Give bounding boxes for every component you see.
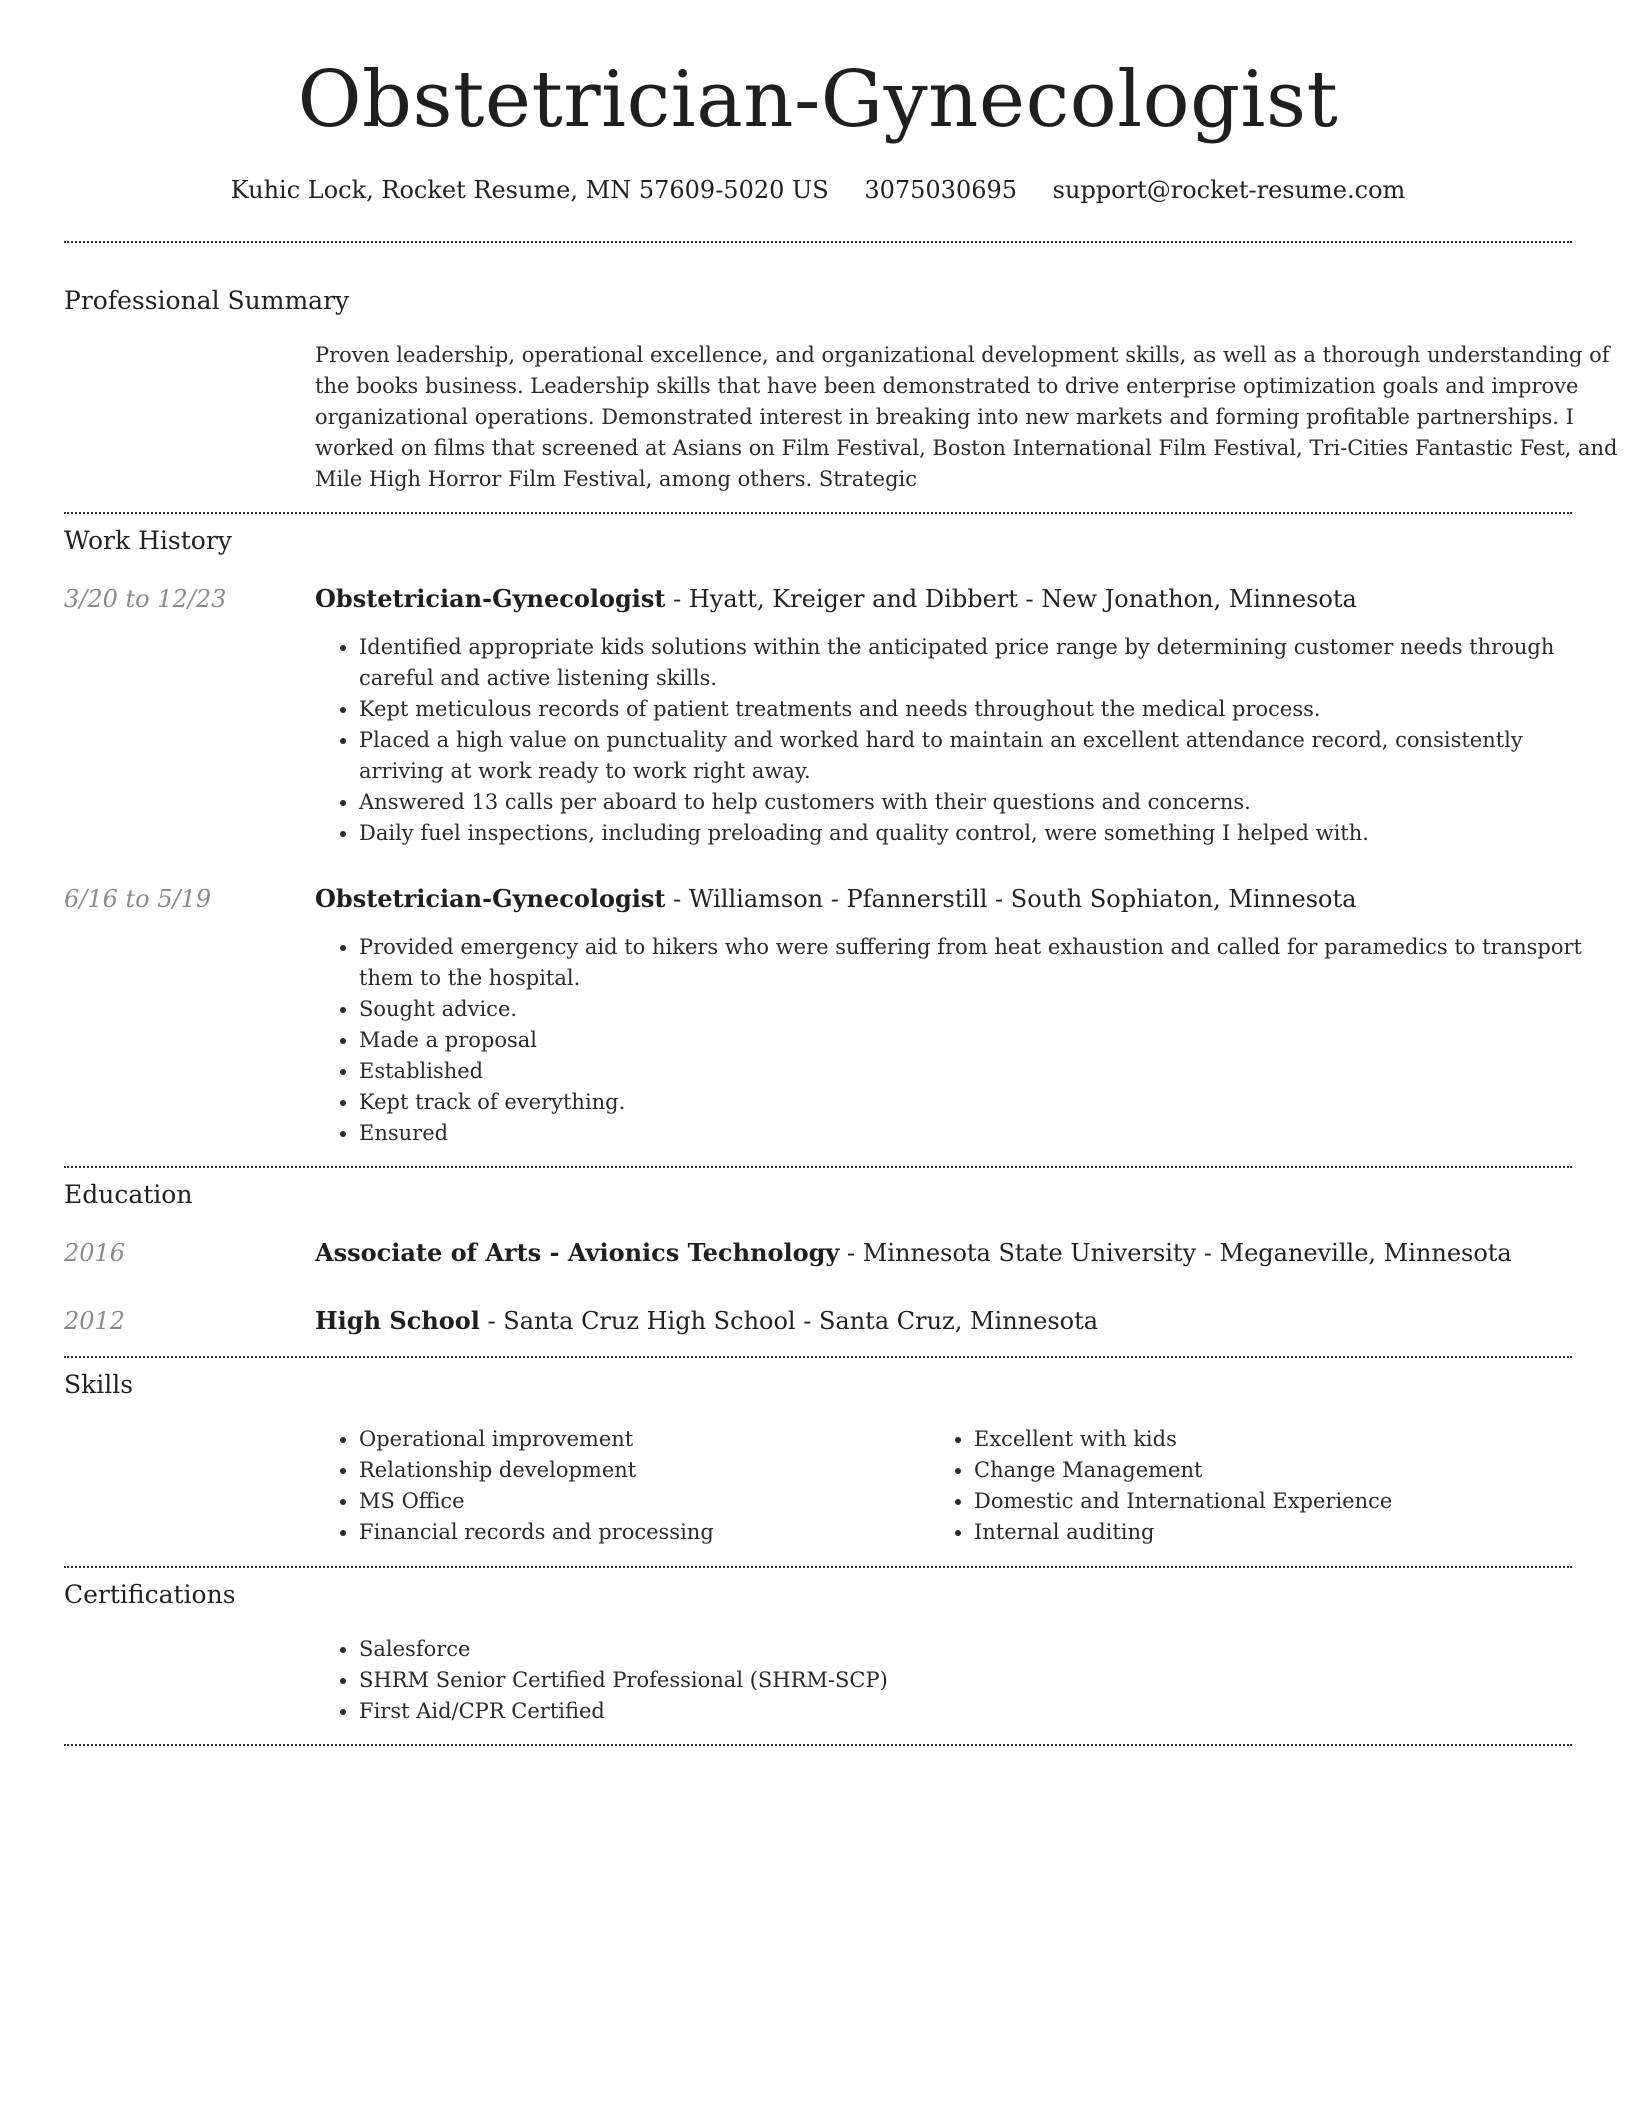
education-entry xyxy=(315,1304,1098,1338)
list-item: • Made a proposal xyxy=(359,1025,1599,1056)
list-item: • Sought advice. xyxy=(359,994,1599,1025)
job-details: - Hyatt, Kreiger and Dibbert - New Jonathon, Minnesota xyxy=(665,585,1357,613)
job-title: Obstetrician-Gynecologist xyxy=(315,584,666,613)
skill-item: • Domestic and International Experience xyxy=(974,1486,1574,1517)
list-item: • Ensured xyxy=(359,1118,1599,1149)
section-heading-summary: Professional Summary xyxy=(64,286,350,315)
section-divider xyxy=(64,512,1572,514)
skill-item: • Excellent with kids xyxy=(974,1424,1574,1455)
job-details: - Williamson - Pfannerstill - South Sophiaton, Minnesota xyxy=(665,885,1357,913)
certification-item: • Salesforce xyxy=(359,1634,1599,1665)
skill-item: • Operational improvement xyxy=(359,1424,919,1455)
section-heading-certifications: Certifications xyxy=(64,1580,236,1609)
list-item: • Daily fuel inspections, including preloading and quality control, were something I helped with. xyxy=(359,818,1599,849)
education-degree: Associate of Arts - Avionics Technology xyxy=(315,1238,840,1267)
job-bullets xyxy=(315,632,1599,849)
section-heading-work: Work History xyxy=(64,526,232,555)
education-entry xyxy=(315,1236,1512,1270)
section-divider xyxy=(64,1356,1572,1358)
skills-list-right xyxy=(930,1424,1574,1548)
section-heading-education: Education xyxy=(64,1180,193,1209)
skill-item: • Relationship development xyxy=(359,1455,919,1486)
job-bullets xyxy=(315,932,1599,1149)
education-year: 2012 xyxy=(64,1307,126,1335)
section-divider xyxy=(64,1566,1572,1568)
job-dates: 3/20 to 12/23 xyxy=(64,585,227,613)
section-divider xyxy=(64,1744,1572,1746)
skill-item: • Internal auditing xyxy=(974,1517,1574,1548)
education-year: 2016 xyxy=(64,1239,126,1267)
contact-phone: 3075030695 xyxy=(864,176,1018,204)
list-item: • Identified appropriate kids solutions within the anticipated price range by determining customer needs through careful and active listening skills. xyxy=(359,632,1599,694)
skill-item: • Change Management xyxy=(974,1455,1574,1486)
skill-item: • Financial records and processing xyxy=(359,1517,919,1548)
job-dates: 6/16 to 5/19 xyxy=(64,885,212,913)
contact-email[interactable]: support@rocket-resume.com xyxy=(1052,176,1406,204)
skills-list-left xyxy=(315,1424,919,1548)
job-heading xyxy=(315,882,1356,916)
education-degree: High School xyxy=(315,1306,480,1335)
list-item: • Placed a high value on punctuality and worked hard to maintain an excellent attendance record, consistently arriving at work ready to work right away. xyxy=(359,725,1599,787)
list-item: • Provided emergency aid to hikers who were suffering from heat exhaustion and called for paramedics to transport them to the hospital. xyxy=(359,932,1599,994)
education-details: - Minnesota State University - Meganeville, Minnesota xyxy=(839,1239,1512,1267)
certification-item: • First Aid/CPR Certified xyxy=(359,1696,1599,1727)
list-item: • Kept meticulous records of patient treatments and needs throughout the medical process. xyxy=(359,694,1599,725)
contact-address: Kuhic Lock, Rocket Resume, MN 57609-5020 US xyxy=(230,176,829,204)
contact-line xyxy=(64,170,1572,210)
list-item: • Answered 13 calls per aboard to help customers with their questions and concerns. xyxy=(359,787,1599,818)
certifications-list xyxy=(315,1634,1599,1727)
list-item: • Established xyxy=(359,1056,1599,1087)
list-item: • Kept track of everything. xyxy=(359,1087,1599,1118)
job-title: Obstetrician-Gynecologist xyxy=(315,884,666,913)
candidate-name: Obstetrician-Gynecologist xyxy=(297,55,1339,145)
section-heading-skills: Skills xyxy=(64,1370,134,1399)
job-heading xyxy=(315,582,1357,616)
education-details: - Santa Cruz High School - Santa Cruz, Minnesota xyxy=(479,1307,1099,1335)
skill-item: • MS Office xyxy=(359,1486,919,1517)
section-divider xyxy=(64,1166,1572,1168)
section-divider xyxy=(64,241,1572,243)
summary-text: Proven leadership, operational excellence, and organizational development skills, as well as a thorough understanding of the books business. Leadership skills that have been demonstrated to drive enterprise optimization goals and improve organizational operations. Demonstrated interest in breaking into new markets and forming profitable partnerships. I worked on films that screened at Asians on Film Festival, Boston International Film Festival, Tri-Cities Fantastic Fest, and Mile High Horror Film Festival, among others. Strategic xyxy=(315,343,1618,491)
certification-item: • SHRM Senior Certified Professional (SHRM-SCP) xyxy=(359,1665,1599,1696)
